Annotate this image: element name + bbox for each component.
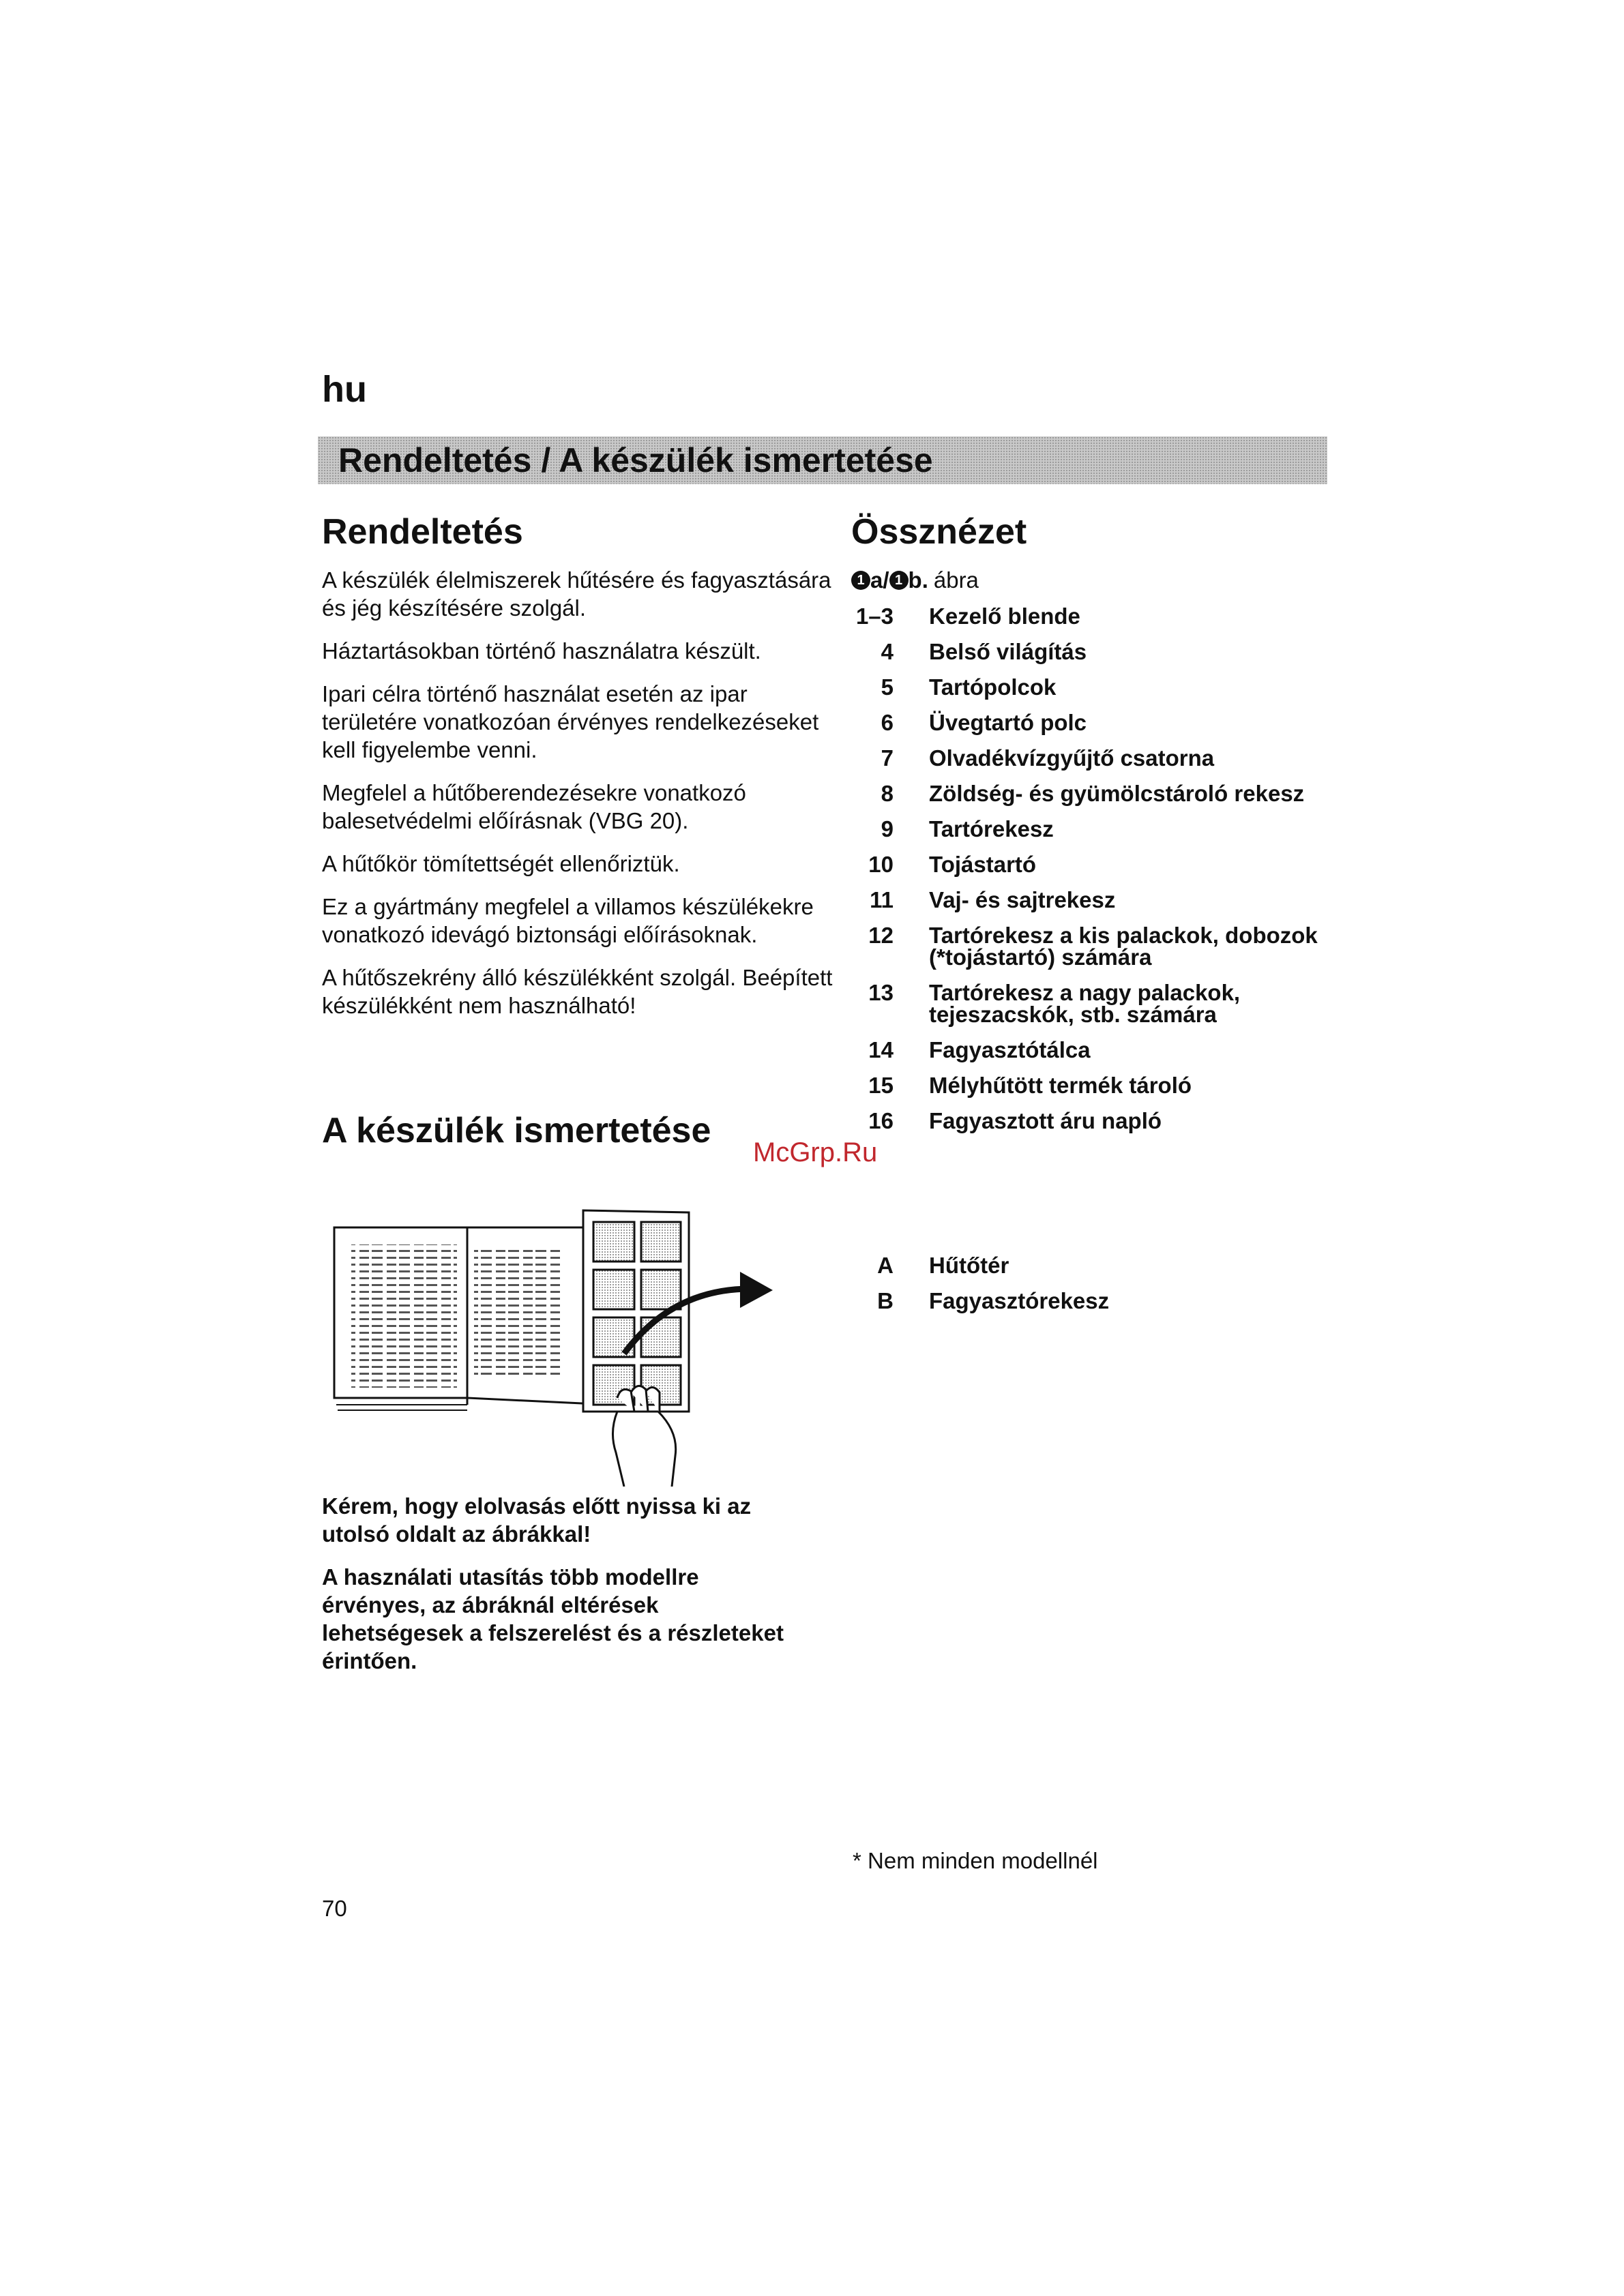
description-heading: A készülék ismertetése (322, 1111, 711, 1150)
watermark: McGrp.Ru (753, 1137, 878, 1167)
section-banner (318, 436, 1327, 484)
list-item: 5 Tartópolcok (881, 674, 1057, 700)
list-item: 11 Vaj- és sajtrekesz (870, 887, 1116, 912)
list-item: 16 Fagyasztott áru napló (868, 1108, 1162, 1133)
list-item: 4 Belső világítás (881, 639, 1087, 664)
list-item: A Hűtőtér (877, 1253, 1009, 1278)
paragraph: A készülék élelmiszerek hűtésére és fagyasztására és jég készítésére szolgál. (322, 567, 831, 621)
language-code: hu (322, 369, 367, 410)
paragraph: A hűtőszekrény álló készülékként szolgál. Beépített készülékként nem használható! (322, 965, 833, 1018)
parts-list (846, 603, 1337, 1146)
list-item: B Fagyasztórekesz (877, 1288, 1110, 1313)
paragraph: Ez a gyártmány megfelel a villamos készülékekre vonatkozó idevágó biztonsági előírásoknak. (322, 894, 814, 947)
list-item: 8 Zöldség- és gyümölcstároló rekesz (881, 781, 1305, 806)
list-item: 15 Mélyhűtött termék tároló (868, 1073, 1192, 1098)
overview-heading: Össznézet (851, 512, 1027, 552)
list-item: 14 Fagyasztótálca (868, 1037, 1091, 1062)
list-item: 12 Tartórekesz a kis palackok, dobozok (*tojástartó) számára (868, 923, 1318, 970)
purpose-heading: Rendeltetés (322, 512, 523, 552)
list-item: 10 Tojástartó (868, 852, 1037, 877)
section-title: Rendeltetés / A készülék ismertetése (338, 441, 933, 479)
footnote: * Nem minden modellnél (853, 1848, 1098, 1873)
figure-number-badge: 1 (851, 571, 870, 590)
paragraph: Ipari célra történő használat esetén az ipar területére vonatkozóan érvényes rendelkezéseket kell figyelembe venni. (322, 681, 819, 762)
figure-number-badge: 1 (889, 571, 909, 590)
page-number: 70 (322, 1896, 347, 1921)
list-item: 9 Tartórekesz (881, 816, 1054, 841)
paragraph: A hűtőkör tömítettségét ellenőriztük. (322, 851, 680, 876)
notes (322, 1492, 799, 1690)
purpose-text (322, 566, 840, 1034)
list-item: 7 Olvadékvízgyűjtő csatorna (881, 745, 1215, 771)
figure-reference: 1 a / 1 b. ábra (851, 567, 979, 593)
note: A használati utasítás több modellre érvényes, az ábráknál eltérések lehetségesek a felszerelést és a részleteket érintően. (322, 1564, 784, 1673)
paragraph: Háztartásokban történő használatra készült. (322, 638, 761, 664)
list-item: 1–3 Kezelő blende (855, 603, 1080, 629)
list-item: 6 Üvegtartó polc (881, 710, 1087, 735)
note: Kérem, hogy elolvasás előtt nyissa ki az utolsó oldalt az ábrákkal! (322, 1493, 752, 1547)
list-item: 13 Tartórekesz a nagy palackok, tejeszacskók, stb. számára (868, 980, 1241, 1027)
zones-list (846, 1255, 1337, 1326)
fold-out-page-illustration (331, 1207, 774, 1487)
paragraph: Megfelel a hűtőberendezésekre vonatkozó balesetvédelmi előírásnak (VBG 20). (322, 780, 746, 833)
